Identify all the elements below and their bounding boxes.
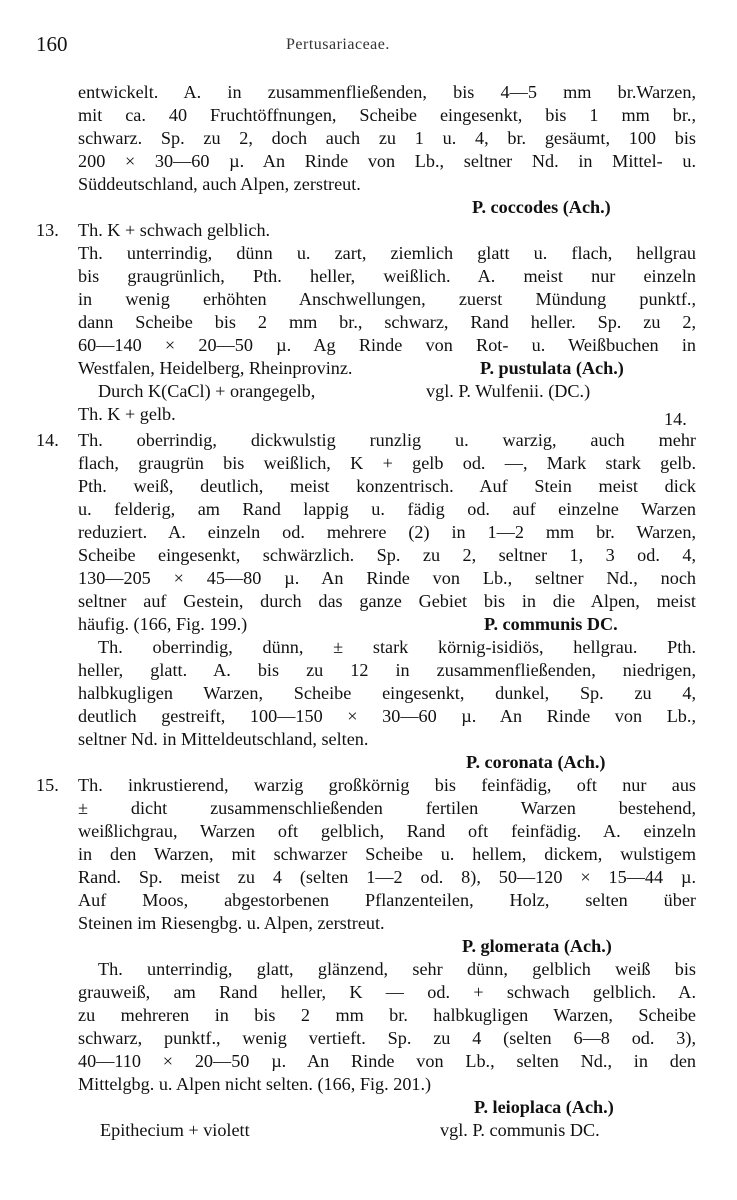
text-line: Auf Moos, abgestorbenen Pflanzenteilen, Holz, selten über	[78, 890, 696, 910]
text-line: seltner auf Gestein, durch das ganze Gebiet bis in die Alpen, meist	[78, 591, 696, 611]
text-line: heller, glatt. A. bis zu 12 in zusammenfließenden, niedrigen,	[78, 660, 696, 680]
text-line: Rand. Sp. meist zu 4 (selten 1—2 od. 8), 50—120 × 15—44 µ.	[78, 867, 696, 887]
text-line: Süddeutschland, auch Alpen, zerstreut.	[78, 174, 361, 194]
text-line: Mittelgbg. u. Alpen nicht selten. (166, Fig. 201.)	[78, 1074, 432, 1094]
species-name: P. pustulata (Ach.)	[480, 358, 624, 378]
text-line: weißlichgrau, Warzen oft gelblich, Rand oft feinfädig. A. einzeln	[78, 821, 696, 841]
text-line: entwickelt. A. in zusammenfließenden, bis 4—5 mm br.Warzen,	[78, 82, 696, 102]
text-line: Th. K + gelb.	[78, 404, 176, 424]
text-line: deutlich gestreift, 100—150 × 30—60 µ. An Rinde von Lb.,	[78, 706, 696, 726]
text-line: flach, graugrün bis weißlich, K + gelb od. —, Mark stark gelb.	[78, 453, 696, 473]
text-line: halbkugligen Warzen, Scheibe eingesenkt, dunkel, Sp. zu 4,	[78, 683, 696, 703]
key-reference: 14.	[664, 409, 687, 429]
text-line: Th. unterrindig, dünn u. zart, ziemlich glatt u. flach, hellgrau	[78, 243, 696, 263]
species-name	[472, 196, 611, 219]
text-line: Th. oberrindig, dickwulstig runzlig u. warzig, auch mehr	[78, 430, 696, 450]
text-line: seltner Nd. in Mitteldeutschland, selten.	[78, 729, 369, 749]
species-name: P. leioplaca (Ach.)	[474, 1097, 614, 1117]
text-line: Epithecium + violett	[100, 1120, 250, 1140]
text-line: zu mehreren in bis 2 mm br. halbkugligen Warzen, Scheibe	[78, 1005, 696, 1025]
text-line: Th. unterrindig, glatt, glänzend, sehr dünn, gelblich weiß bis	[98, 959, 696, 979]
text-line: bis graugrünlich, Pth. heller, weißlich. A. meist nur einzeln	[78, 266, 696, 286]
text-line: Westfalen, Heidelberg, Rheinprovinz.	[78, 358, 353, 378]
text-line: mit ca. 40 Fruchtöffnungen, Scheibe eingesenkt, bis 1 mm br.,	[78, 105, 696, 125]
text-line: ± dicht zusammenschließenden fertilen Warzen bestehend,	[78, 798, 696, 818]
text-line: Durch K(CaCl) + orangegelb,	[98, 381, 316, 401]
cross-reference: vgl. P. communis DC.	[440, 1120, 600, 1140]
running-title: Pertusariaceae.	[286, 36, 390, 53]
text-line: grauweiß, am Rand heller, K — od. + schwach gelblich. A.	[78, 982, 696, 1002]
text-line: in wenig erhöhten Anschwellungen, zuerst Mündung punktf.,	[78, 289, 696, 309]
species-name: P. coronata (Ach.)	[466, 752, 606, 772]
text-line: Scheibe eingesenkt, schwärzlich. Sp. zu 2, seltner 1, 3 od. 4,	[78, 545, 696, 565]
key-number: 15.	[36, 775, 59, 795]
species-name: P. communis DC.	[484, 614, 618, 634]
text-line: 200 × 30—60 µ. An Rinde von Lb., seltner Nd. in Mittel- u.	[78, 151, 696, 171]
text-line: u. felderig, am Rand lappig u. fädig od. auf einzelne Warzen	[78, 499, 696, 519]
text-line: schwarz. Sp. zu 2, doch auch zu 1 u. 4, br. gesäumt, 100 bis	[78, 128, 696, 148]
text-line: Th. inkrustierend, warzig großkörnig bis feinfädig, oft nur aus	[78, 775, 696, 795]
species-name: P. glomerata (Ach.)	[462, 936, 612, 956]
text-line: reduziert. A. einzeln od. mehrere (2) in 1—2 mm br. Warzen,	[78, 522, 696, 542]
page-number: 160	[36, 32, 68, 56]
key-number: 13.	[36, 220, 59, 240]
cross-reference: vgl. P. Wulfenii. (DC.)	[426, 381, 591, 401]
text-line: 130—205 × 45—80 µ. An Rinde von Lb., seltner Nd., noch	[78, 568, 696, 588]
text-line: Steinen im Riesengbg. u. Alpen, zerstreut.	[78, 913, 385, 933]
text-line: 40—110 × 20—50 µ. An Rinde von Lb., selten Nd., in den	[78, 1051, 696, 1071]
text-line: in den Warzen, mit schwarzer Scheibe u. hellem, dickem, wulstigem	[78, 844, 696, 864]
text-line: schwarz, punktf., wenig vertieft. Sp. zu 4 (selten 6—8 od. 3),	[78, 1028, 696, 1048]
text-line: häufig. (166, Fig. 199.)	[78, 614, 248, 634]
text-line: 60—140 × 20—50 µ. Ag Rinde von Rot- u. Weißbuchen in	[78, 335, 696, 355]
key-number: 14.	[36, 430, 59, 450]
text-line: dann Scheibe bis 2 mm br., schwarz, Rand heller. Sp. zu 2,	[78, 312, 696, 332]
text-line: Th. K + schwach gelblich.	[78, 220, 271, 240]
species-name-text: P. coccodes (Ach.)	[472, 197, 611, 217]
text-line: Th. oberrindig, dünn, ± stark körnig-isidiös, hellgrau. Pth.	[98, 637, 696, 657]
text-line: Pth. weiß, deutlich, meist konzentrisch. Auf Stein meist dick	[78, 476, 696, 496]
